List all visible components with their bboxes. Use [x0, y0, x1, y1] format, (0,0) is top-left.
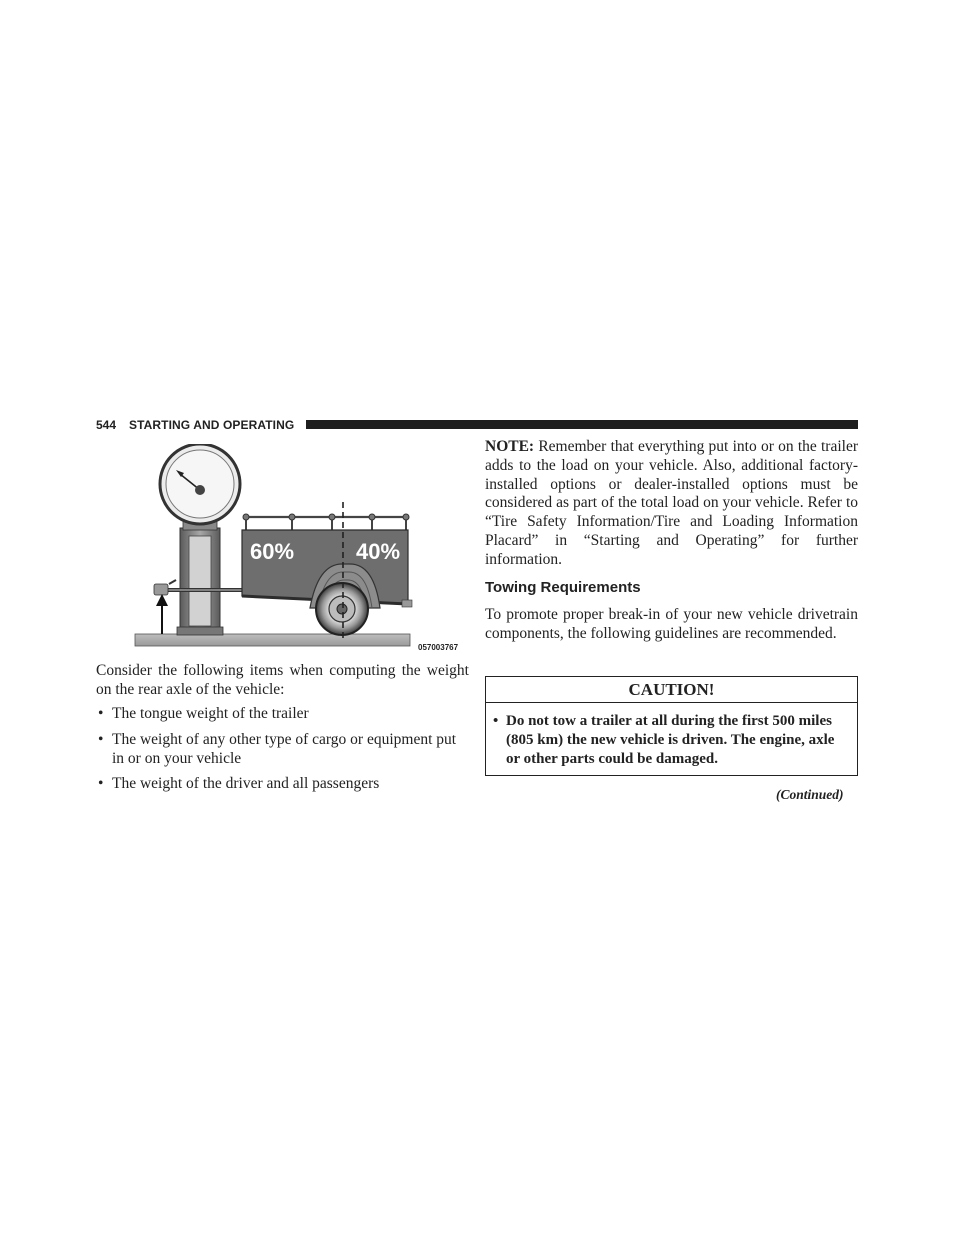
towing-requirements-heading: Towing Requirements	[485, 579, 641, 596]
figure-code: 057003767	[418, 643, 459, 652]
bullet-icon: •	[98, 705, 104, 722]
trailer-weight-diagram	[122, 444, 470, 656]
note-text: Remember that everything put into or on the trailer adds to the load on your vehicle. Also, additional factory-installed options or dealer-installed options must be considered as part of the total load on your vehicle. Refer to “Tire Safety Information/Tire and Loading Information Placard” in “Starting and Operating” for further information.	[485, 438, 858, 568]
bullet-icon: •	[98, 730, 104, 748]
ground-surface	[135, 634, 410, 646]
list-item: • The tongue weight of the trailer	[98, 705, 309, 722]
bullet-icon: •	[493, 713, 499, 729]
header-rule	[306, 420, 858, 429]
caution-body	[486, 703, 857, 768]
front-weight-percent: 60%	[250, 539, 295, 564]
section-title: STARTING AND OPERATING	[129, 418, 295, 432]
caution-text: Do not tow a trailer at all during the first 500 miles (805 km) the new vehicle is driven. The engine, axle or other parts could be damaged.	[506, 713, 835, 767]
continued-label: (Continued)	[776, 787, 844, 802]
note-label: NOTE:	[485, 438, 535, 455]
rear-axle-intro	[96, 662, 469, 700]
intro-paragraph: Consider the following items when computing the weight on the rear axle of the vehicle:	[96, 662, 469, 698]
bullet-icon: •	[98, 775, 104, 793]
list-item: • The weight of any other type of cargo or equipment put in or on your vehicle	[98, 730, 457, 767]
rear-weight-percent: 40%	[356, 539, 401, 564]
page-header	[96, 417, 858, 433]
caution-box	[485, 676, 858, 776]
trailer-weight-illustration	[122, 444, 470, 656]
list-item: • The weight of the driver and all passengers	[98, 775, 380, 793]
break-in-paragraph: To promote proper break-in of your new vehicle drivetrain components, the following guidelines are recommended.	[485, 606, 858, 642]
rear-axle-items-list	[96, 705, 469, 801]
page-number: 544	[96, 418, 117, 432]
caution-title: CAUTION!	[486, 677, 857, 703]
note-paragraph	[485, 438, 858, 570]
